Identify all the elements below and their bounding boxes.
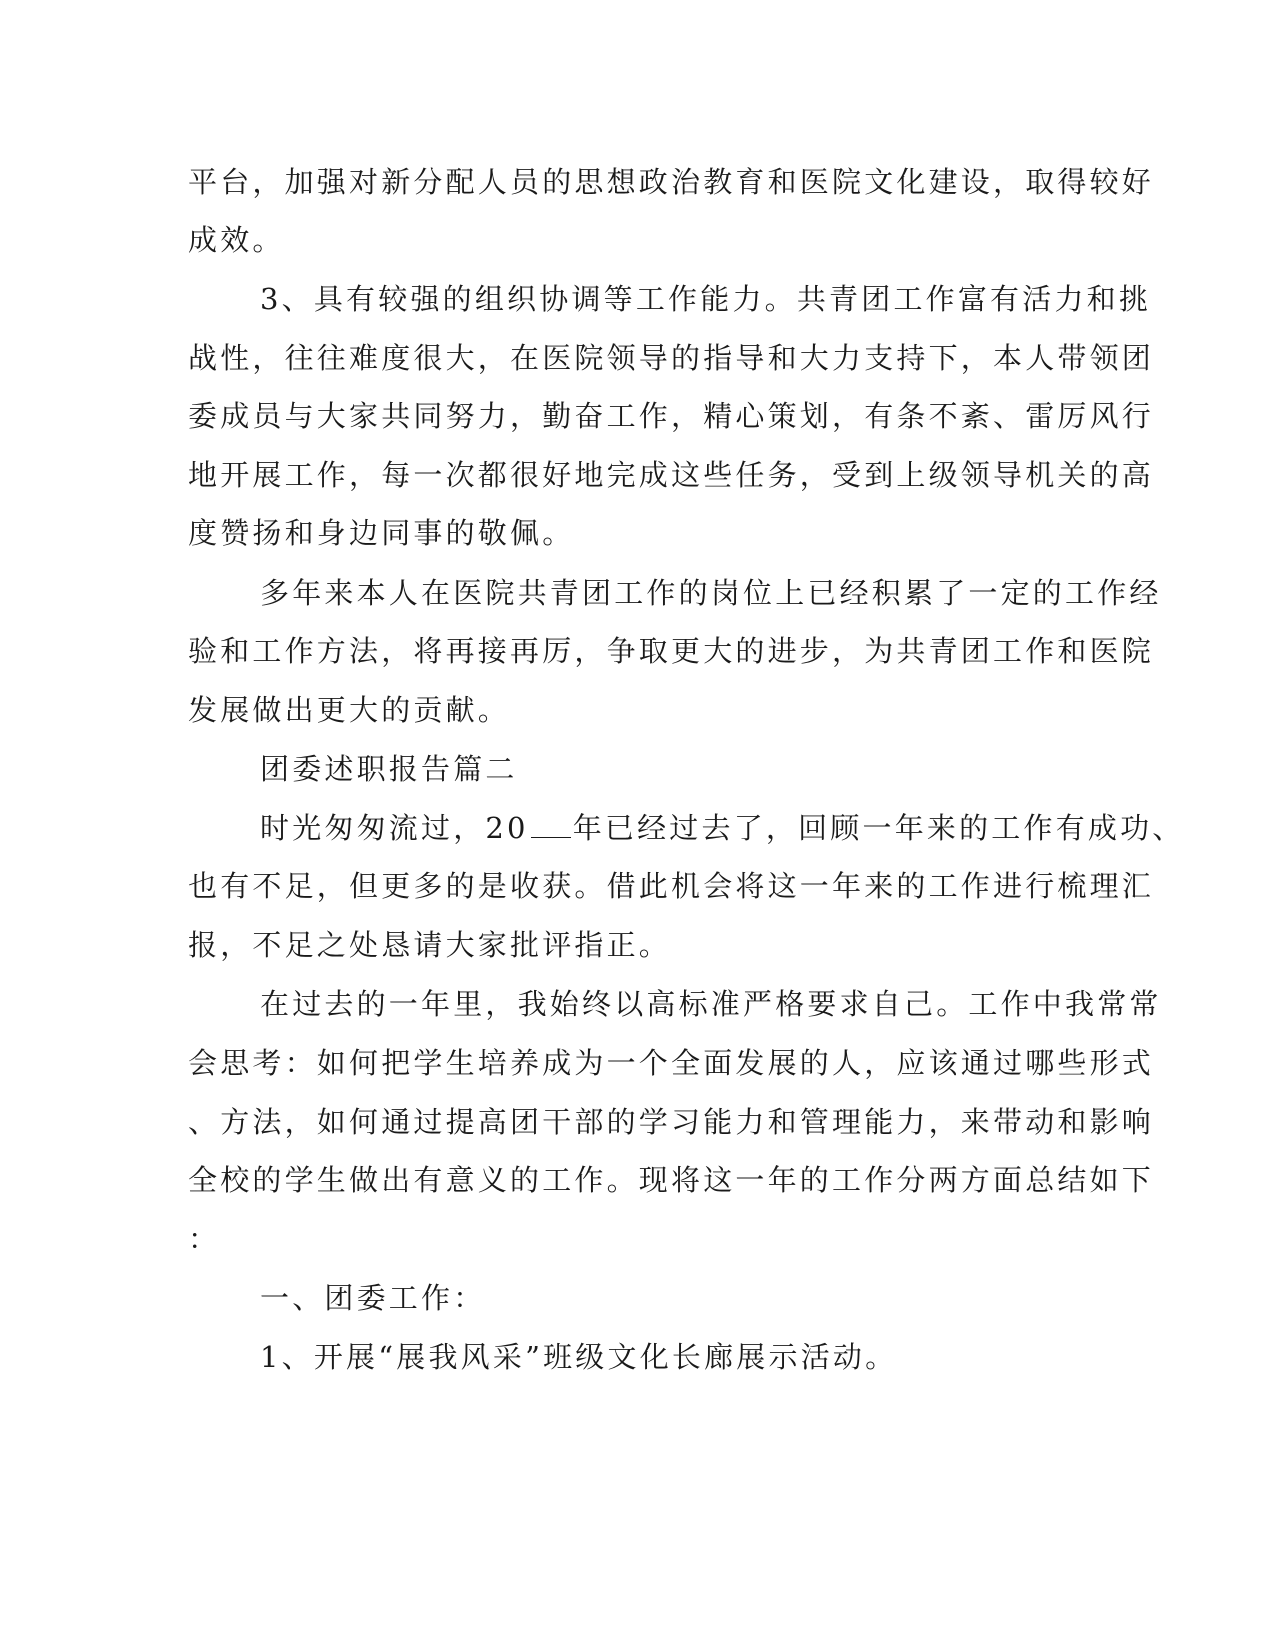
year-blank: [531, 835, 571, 838]
paragraph-line: 成效。: [188, 223, 285, 257]
paragraph-line: 委成员与大家共同努力，勤奋工作，精心策划，有条不紊、雷厉风行: [188, 399, 1155, 433]
section-heading: 一、团委工作：: [260, 1281, 486, 1315]
paragraph-line: 、方法，如何通过提高团干部的学习能力和管理能力，来带动和影响: [188, 1105, 1155, 1139]
paragraph-line: 战性，往往难度很大，在医院领导的指导和大力支持下，本人带领团: [188, 341, 1155, 375]
paragraph-line: 平台，加强对新分配人员的思想政治教育和医院文化建设，取得较好: [188, 165, 1155, 199]
paragraph-line: 全校的学生做出有意义的工作。现将这一年的工作分两方面总结如下: [188, 1163, 1155, 1197]
paragraph-line: 多年来本人在医院共青团工作的岗位上已经积累了一定的工作经: [260, 576, 1162, 610]
paragraph-line: 度赞扬和身边同事的敬佩。: [188, 516, 575, 550]
paragraph-line: 会思考：如何把学生培养成为一个全面发展的人，应该通过哪些形式: [188, 1046, 1155, 1080]
paragraph-line: [260, 811, 1185, 845]
paragraph-line: 报，不足之处恳请大家批评指正。: [188, 928, 672, 962]
section-heading: 团委述职报告篇二: [260, 752, 518, 786]
paragraph-line: 也有不足，但更多的是收获。借此机会将这一年来的工作进行梳理汇: [188, 869, 1155, 903]
year-prefix: 时光匆匆流过，20: [260, 811, 529, 845]
paragraph-line: ：: [188, 1222, 221, 1256]
paragraph-line: 3、具有较强的组织协调等工作能力。共青团工作富有活力和挑: [260, 282, 1152, 316]
paragraph-line: 在过去的一年里，我始终以高标准严格要求自己。工作中我常常: [260, 987, 1162, 1021]
paragraph-line: 地开展工作，每一次都很好地完成这些任务，受到上级领导机关的高: [188, 458, 1155, 492]
paragraph-line: 验和工作方法，将再接再厉，争取更大的进步，为共青团工作和医院: [188, 634, 1155, 668]
paragraph-line: 发展做出更大的贡献。: [188, 693, 511, 727]
year-suffix: 年已经过去了，回顾一年来的工作有成功、: [572, 811, 1185, 845]
paragraph-line: 1、开展“展我风采”班级文化长廊展示活动。: [260, 1340, 898, 1374]
